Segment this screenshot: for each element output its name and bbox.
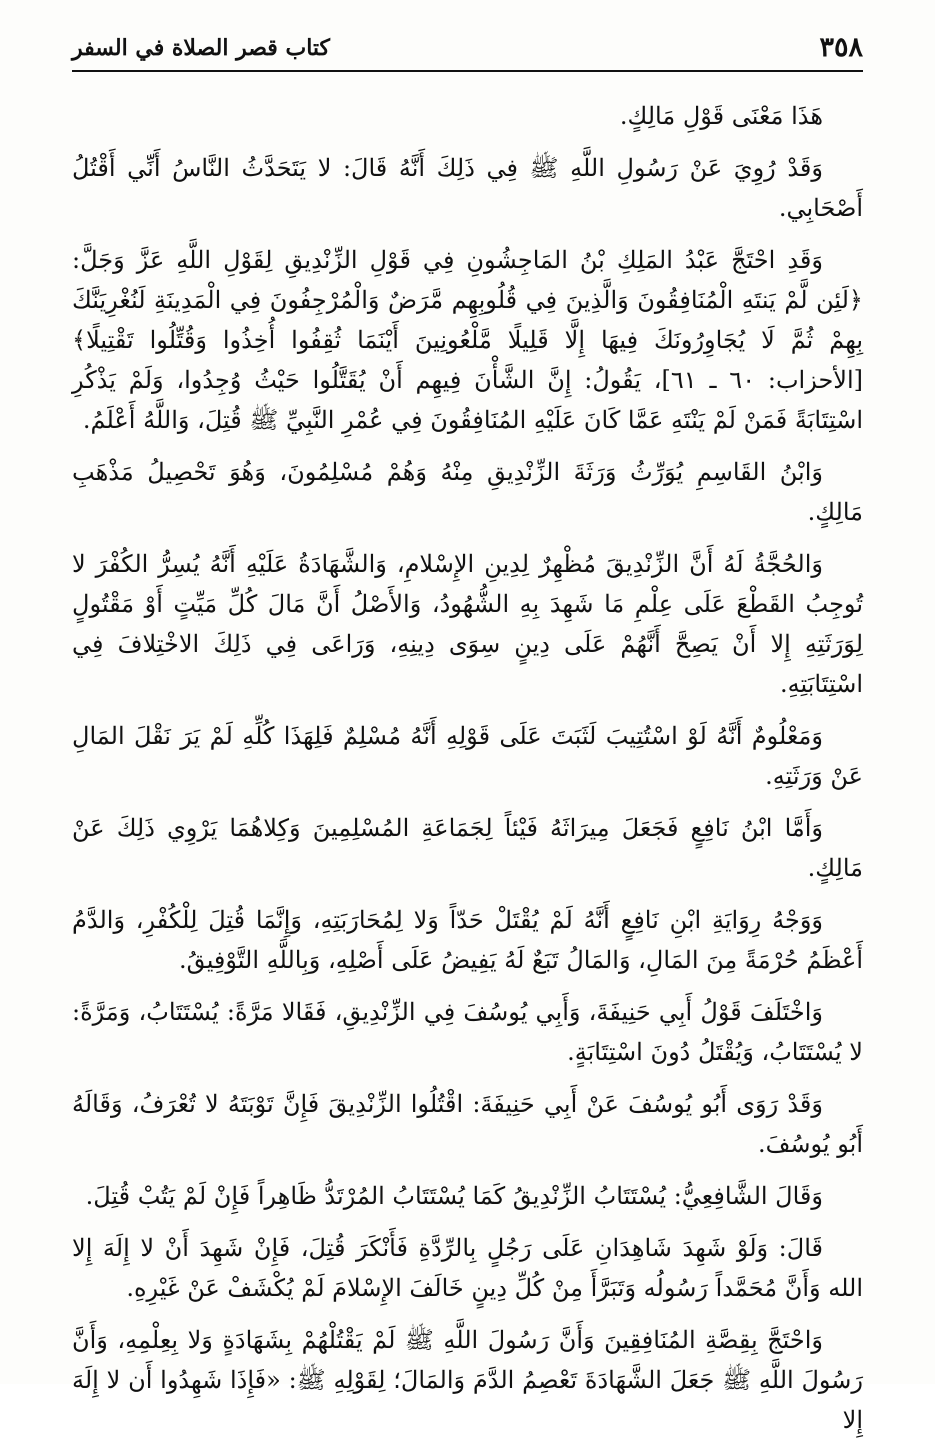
paragraph: وَقَالَ الشَّافِعِيُّ: يُسْتَتَابُ الزِّنْدِيقُ كَمَا يُسْتَتَابُ المُرْتَدُّ ظَاهِراً فَإِنْ لَمْ يَتُبْ قُتِلَ.	[85, 1182, 823, 1210]
paragraph: وَمَعْلُومٌ أَنَّهُ لَوْ اسْتُتِيبَ لَثَبَتَ عَلَى قَوْلِهِ أَنَّهُ مُسْلِمٌ فَلِهَذَا كُلِّهِ لَمْ يَرَ نَقْلَ المَالِ عَنْ وَرَثَتِهِ.	[72, 722, 863, 790]
paragraph: وَاخْتَلَفَ قَوْلُ أَبِي حَنِيفَةَ، وَأَبِي يُوسُفَ فِي الزِّنْدِيقِ، فَقَالا مَرَّةً: يُسْتَتَابُ، وَمَرَّةً: لا يُسْتَتَابُ، وَيُقْتَلُ دُونَ اسْتِتَابَةٍ.	[72, 998, 863, 1066]
paragraph: وَأَمَّا ابْنُ نَافِعٍ فَجَعَلَ مِيرَاثَهُ فَيْئاً لِجَمَاعَةِ المُسْلِمِينَ وَكِلاهُمَا يَرْوِي ذَلِكَ عَنْ مَالِكٍ.	[72, 814, 863, 882]
page-number: ٣٥٨	[819, 32, 863, 63]
page-body	[72, 96, 864, 1434]
paragraph: وَوَجْهُ رِوَايَةِ ابْنِ نَافِعٍ أَنَّهُ لَمْ يُقْتَلْ حَدّاً وَلا لِمُحَارَبَتِهِ، وَإِنَّمَا قُتِلَ لِلْكُفْرِ، وَالدَّمُ أَعْظَمُ حُرْمَةً مِنَ المَالِ، وَالمَالُ تَبَعٌ لَهُ يَفِيضُ عَلَى أَصْلِهِ، وَبِاللَّهِ التَّوْفِيقُ.	[72, 906, 863, 974]
paragraph: هَذَا مَعْنَى قَوْلِ مَالِكٍ.	[619, 102, 823, 130]
paragraph: وَقَدْ رَوَى أَبُو يُوسُفَ عَنْ أَبِي حَنِيفَةَ: اقْتُلُوا الزِّنْدِيقَ فَإِنَّ تَوْبَتَهُ لا تُعْرَفُ، وَقَالَهُ أَبُو يُوسُفَ.	[72, 1090, 863, 1158]
paragraph: وَقَدْ رُوِيَ عَنْ رَسُولِ اللَّهِ ﷺ فِي ذَلِكَ أَنَّهُ قَالَ: لا يَتَحَدَّثُ النَّاسُ أَنِّي أَقْتُلُ أَصْحَابِي.	[72, 154, 863, 222]
paragraph-quran-citation: وَقَدِ احْتَجَّ عَبْدُ المَلِكِ بْنُ المَاجِشُونِ فِي قَوْلِ الزِّنْدِيقِ لِقَوْلِ اللَّهِ عَزَّ وَجَلَّ: ﴿لَئِن لَّمْ يَنتَهِ الْمُنَافِقُونَ وَالَّذِينَ فِي قُلُوبِهِم مَّرَضٌ وَالْمُرْجِفُونَ فِي الْمَدِينَةِ لَنُغْرِيَنَّكَ بِهِمْ ثُمَّ لَا يُجَاوِرُونَكَ فِيهَا إِلَّا قَلِيلًا مَّلْعُونِينَ أَيْنَمَا ثُقِفُوا أُخِذُوا وَقُتِّلُوا تَقْتِيلًا﴾ [الأحزاب: ٦٠ ـ ٦١]، يَقُولُ: إِنَّ الشَّأْنَ فِيهِم أَنْ يُقَتَّلُوا حَيْثُ وُجِدُوا، وَلَمْ يَذْكُرِ اسْتِتَابَةً فَمَنْ لَمْ يَنْتَهِ عَمَّا كَانَ عَلَيْهِ المُنَافِقُونَ فِي عُمْرِ النَّبِيِّ ﷺ قُتِلَ، وَاللَّهُ أَعْلَمُ.	[72, 246, 864, 434]
running-title: كتاب قصر الصلاة في السفر	[72, 35, 331, 61]
paragraph: وَالحُجَّةُ لَهُ أَنَّ الزِّنْدِيقَ مُظْهِرٌ لِدِينِ الإِسْلامِ، وَالشَّهَادَةُ عَلَيْهِ أَنَّهُ يُسِرُّ الكُفْرَ لا تُوجِبُ القَطْعَ عَلَى عِلْمِ مَا شَهِدَ بِهِ الشُّهُودُ، وَالأَصْلُ أَنَّ مَالَ كُلِّ مَيِّتٍ أَوْ مَقْتُولٍ لِوَرَثَتِهِ إِلا أَنْ يَصِحَّ أَنَّهُمْ عَلَى دِينٍ سِوَى دِينِهِ، وَرَاعَى فِي ذَلِكَ الاخْتِلافَ فِي اسْتِتَابَتِهِ.	[72, 550, 864, 698]
page-header	[72, 30, 863, 72]
paragraph: وَابْنُ القَاسِمِ يُوَرِّثُ وَرَثَةَ الزِّنْدِيقِ مِنْهُ وَهُمْ مُسْلِمُونَ، وَهُوَ تَحْصِيلُ مَذْهَبِ مَالِكٍ.	[72, 458, 863, 526]
paragraph: وَاحْتَجَّ بِقِصَّةِ المُنَافِقِينَ وَأَنَّ رَسُولَ اللَّهِ ﷺ لَمْ يَقْتُلْهُمْ بِشَهَادَةٍ وَلا بِعِلْمِهِ، وَأَنَّ رَسُولَ اللَّهِ ﷺ جَعَلَ الشَّهَادَةَ تَعْصِمُ الدَّمَ وَالمَالَ؛ لِقَوْلِهِ ﷺ: «فَإِذَا شَهِدُوا أَن لا إِلَهَ إِلا	[72, 1326, 863, 1434]
paragraph: قَالَ: وَلَوْ شَهِدَ شَاهِدَانِ عَلَى رَجُلٍ بِالرِّدَّةِ فَأَنْكَرَ قُتِلَ، فَإِنْ شَهِدَ أَنْ لا إِلَهَ إِلا الله وَأَنَّ مُحَمَّداً رَسُولُه وَتَبَرَّأَ مِنْ كُلِّ دِينٍ خَالَفَ الإِسْلامَ لَمْ يُكْشَفْ عَنْ غَيْرِهِ.	[72, 1234, 863, 1302]
